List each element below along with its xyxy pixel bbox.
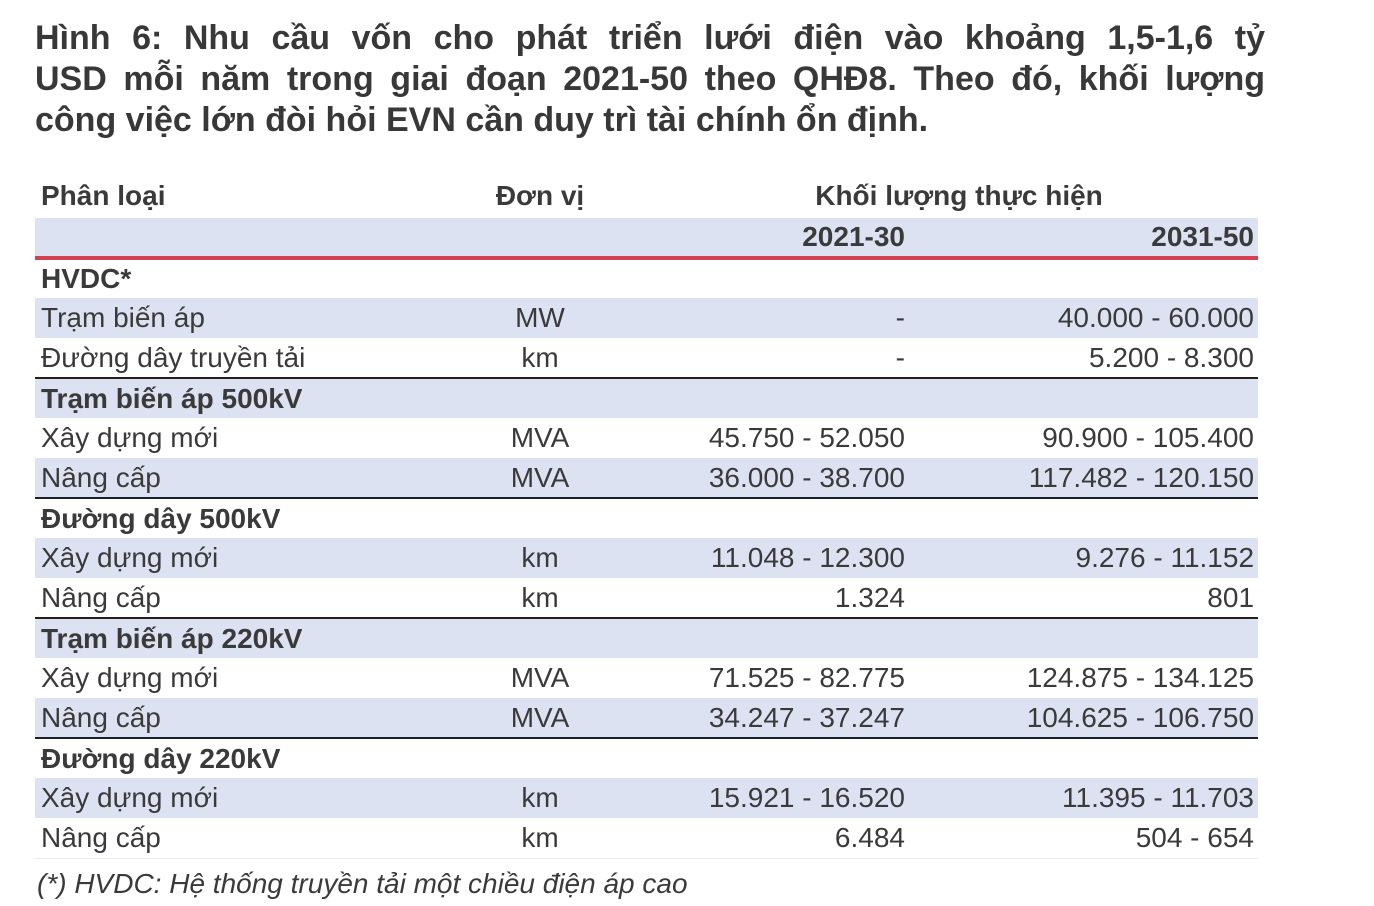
column-header-unit: Đơn vị	[495, 180, 585, 211]
row-label: Xây dựng mới	[41, 662, 219, 693]
header-row-top	[35, 174, 1258, 218]
table-body	[35, 258, 1258, 858]
section-label: HVDC*	[41, 263, 132, 294]
row-label: Nâng cấp	[35, 698, 420, 738]
row-value-2021-30: 1.324	[660, 578, 907, 618]
section-label: Đường dây 220kV	[41, 742, 281, 774]
subheader-spacer-category	[35, 218, 420, 258]
table-row	[35, 658, 1258, 698]
row-value-2031-50: 124.875 - 134.125	[1026, 662, 1255, 693]
row-value-2031-50: 104.625 - 106.750	[907, 698, 1258, 738]
row-unit: MVA	[510, 422, 570, 453]
figure-title	[35, 18, 1265, 141]
row-value-2021-30: 6.484	[834, 821, 905, 853]
section-label: Trạm biến áp 220kV	[35, 618, 1258, 658]
row-value-2031-50: 5.200 - 8.300	[907, 338, 1258, 378]
row-value-2021-30: 71.525 - 82.775	[708, 662, 905, 693]
section-row	[35, 258, 1258, 298]
row-value-2021-30: -	[660, 298, 907, 338]
figure-title-line-3: công việc lớn đòi hỏi EVN cần duy trì tài chính ổn định.	[35, 101, 929, 139]
column-header-2021-30: 2021-30	[660, 218, 907, 258]
column-header-2031-50: 2031-50	[907, 218, 1258, 258]
table-row	[35, 778, 1258, 818]
row-unit: MVA	[420, 698, 660, 738]
table-row	[35, 698, 1258, 738]
table-header	[35, 174, 1258, 258]
header-row-periods	[35, 218, 1258, 258]
figure-title-line-1: Hình 6: Nhu cầu vốn cho phát triển lưới điện vào khoảng 1,5-1,6 tỷ	[35, 19, 1265, 57]
column-header-volume-group: Khối lượng thực hiện	[815, 180, 1103, 211]
row-label: Đường dây truyền tải	[35, 338, 420, 378]
table-row	[35, 458, 1258, 498]
figure-title-line-2: USD mỗi năm trong giai đoạn 2021-50 theo QHĐ8. Theo đó, khối lượng	[35, 60, 1265, 98]
row-value-2021-30: 45.750 - 52.050	[708, 422, 905, 453]
row-unit: MW	[420, 298, 660, 338]
row-value-2031-50: 801	[907, 578, 1258, 618]
row-unit: km	[521, 821, 559, 853]
section-row	[35, 618, 1258, 658]
row-label: Nâng cấp	[35, 458, 420, 498]
row-unit: MVA	[510, 662, 570, 693]
row-value-2021-30: 36.000 - 38.700	[660, 458, 907, 498]
row-value-2021-30: 34.247 - 37.247	[660, 698, 907, 738]
row-value-2021-30: 15.921 - 16.520	[660, 778, 907, 818]
row-label: Nâng cấp	[41, 821, 161, 853]
column-header-category: Phân loại	[41, 180, 166, 211]
table-row	[35, 818, 1258, 858]
footnote: (*) HVDC: Hệ thống truyền tải một chiều điện áp cao	[37, 867, 688, 899]
row-unit: MVA	[420, 458, 660, 498]
section-row	[35, 738, 1258, 778]
row-unit: km	[420, 578, 660, 618]
row-label: Xây dựng mới	[41, 422, 219, 453]
section-row	[35, 498, 1258, 538]
grid-investment-table	[35, 174, 1258, 859]
row-label: Xây dựng mới	[35, 538, 420, 578]
row-value-2031-50: 11.395 - 11.703	[907, 778, 1258, 818]
row-label: Xây dựng mới	[35, 778, 420, 818]
section-label: Đường dây 500kV	[41, 502, 281, 534]
table-row	[35, 298, 1258, 338]
row-value-2021-30: 11.048 - 12.300	[660, 538, 907, 578]
table-row	[35, 578, 1258, 618]
row-unit: km	[420, 538, 660, 578]
table-row	[35, 338, 1258, 378]
row-value-2031-50: 9.276 - 11.152	[907, 538, 1258, 578]
row-unit: km	[420, 778, 660, 818]
row-value-2021-30: -	[660, 338, 907, 378]
section-label: Trạm biến áp 500kV	[35, 378, 1258, 418]
row-label: Trạm biến áp	[35, 298, 420, 338]
row-value-2031-50: 504 - 654	[1135, 821, 1255, 853]
row-value-2031-50: 117.482 - 120.150	[907, 458, 1258, 498]
row-value-2031-50: 40.000 - 60.000	[907, 298, 1258, 338]
row-label: Nâng cấp	[35, 578, 420, 618]
row-value-2031-50: 90.900 - 105.400	[1042, 422, 1255, 453]
row-unit: km	[420, 338, 660, 378]
table-row	[35, 538, 1258, 578]
table-row	[35, 418, 1258, 458]
section-row	[35, 378, 1258, 418]
subheader-spacer-unit	[420, 218, 660, 258]
